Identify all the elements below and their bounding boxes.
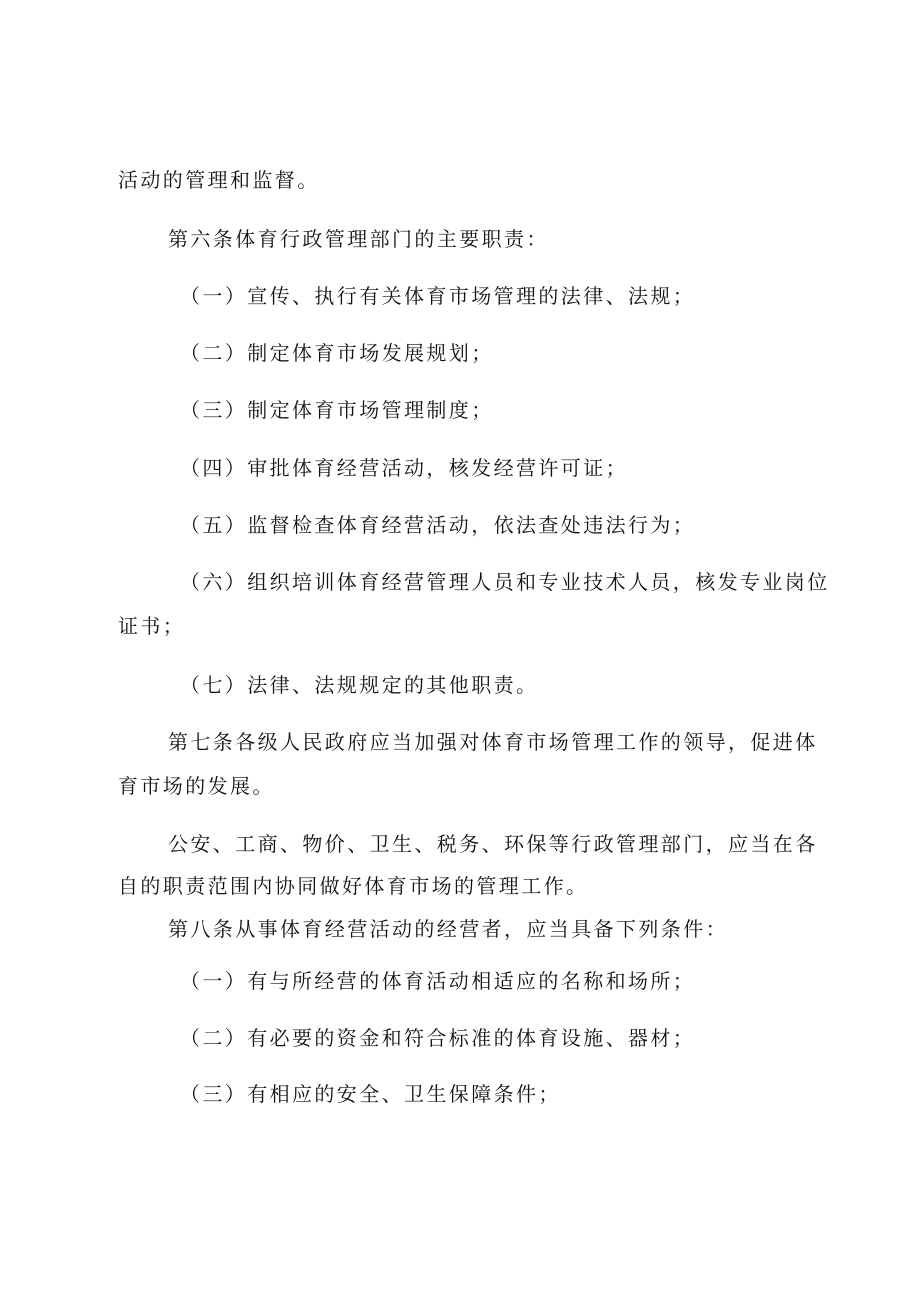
- list-item: （三）制定体育市场管理制度；: [180, 398, 494, 422]
- list-item: （二）制定体育市场发展规划；: [180, 341, 494, 365]
- list-item: （三）有相应的安全、卫生保障条件；: [180, 1082, 561, 1106]
- article-heading: 第七条各级人民政府应当加强对体育市场管理工作的领导，促进体: [168, 730, 818, 754]
- text-line: 自的职责范围内协同做好体育市场的管理工作。: [118, 874, 589, 898]
- list-item: （五）监督检查体育经营活动，依法查处违法行为；: [180, 513, 696, 537]
- text-line: 育市场的发展。: [118, 774, 275, 798]
- list-item: （一）有与所经营的体育活动相适应的名称和场所；: [180, 969, 696, 993]
- list-item-continuation: 证书；: [118, 614, 186, 638]
- list-item: （六）组织培训体育经营管理人员和专业技术人员，核发专业岗位: [180, 570, 830, 594]
- list-item: （四）审批体育经营活动，核发经营许可证；: [180, 456, 628, 480]
- list-item: （七）法律、法规规定的其他职责。: [180, 673, 539, 697]
- list-item: （一）宣传、执行有关体育市场管理的法律、法规；: [180, 284, 696, 308]
- article-heading: 第六条体育行政管理部门的主要职责：: [168, 227, 549, 251]
- text-line: 活动的管理和监督。: [118, 168, 320, 192]
- article-heading: 第八条从事体育经营活动的经营者，应当具备下列条件：: [168, 917, 728, 941]
- text-line: 公安、工商、物价、卫生、税务、环保等行政管理部门，应当在各: [168, 832, 818, 856]
- list-item: （二）有必要的资金和符合标准的体育设施、器材；: [180, 1026, 696, 1050]
